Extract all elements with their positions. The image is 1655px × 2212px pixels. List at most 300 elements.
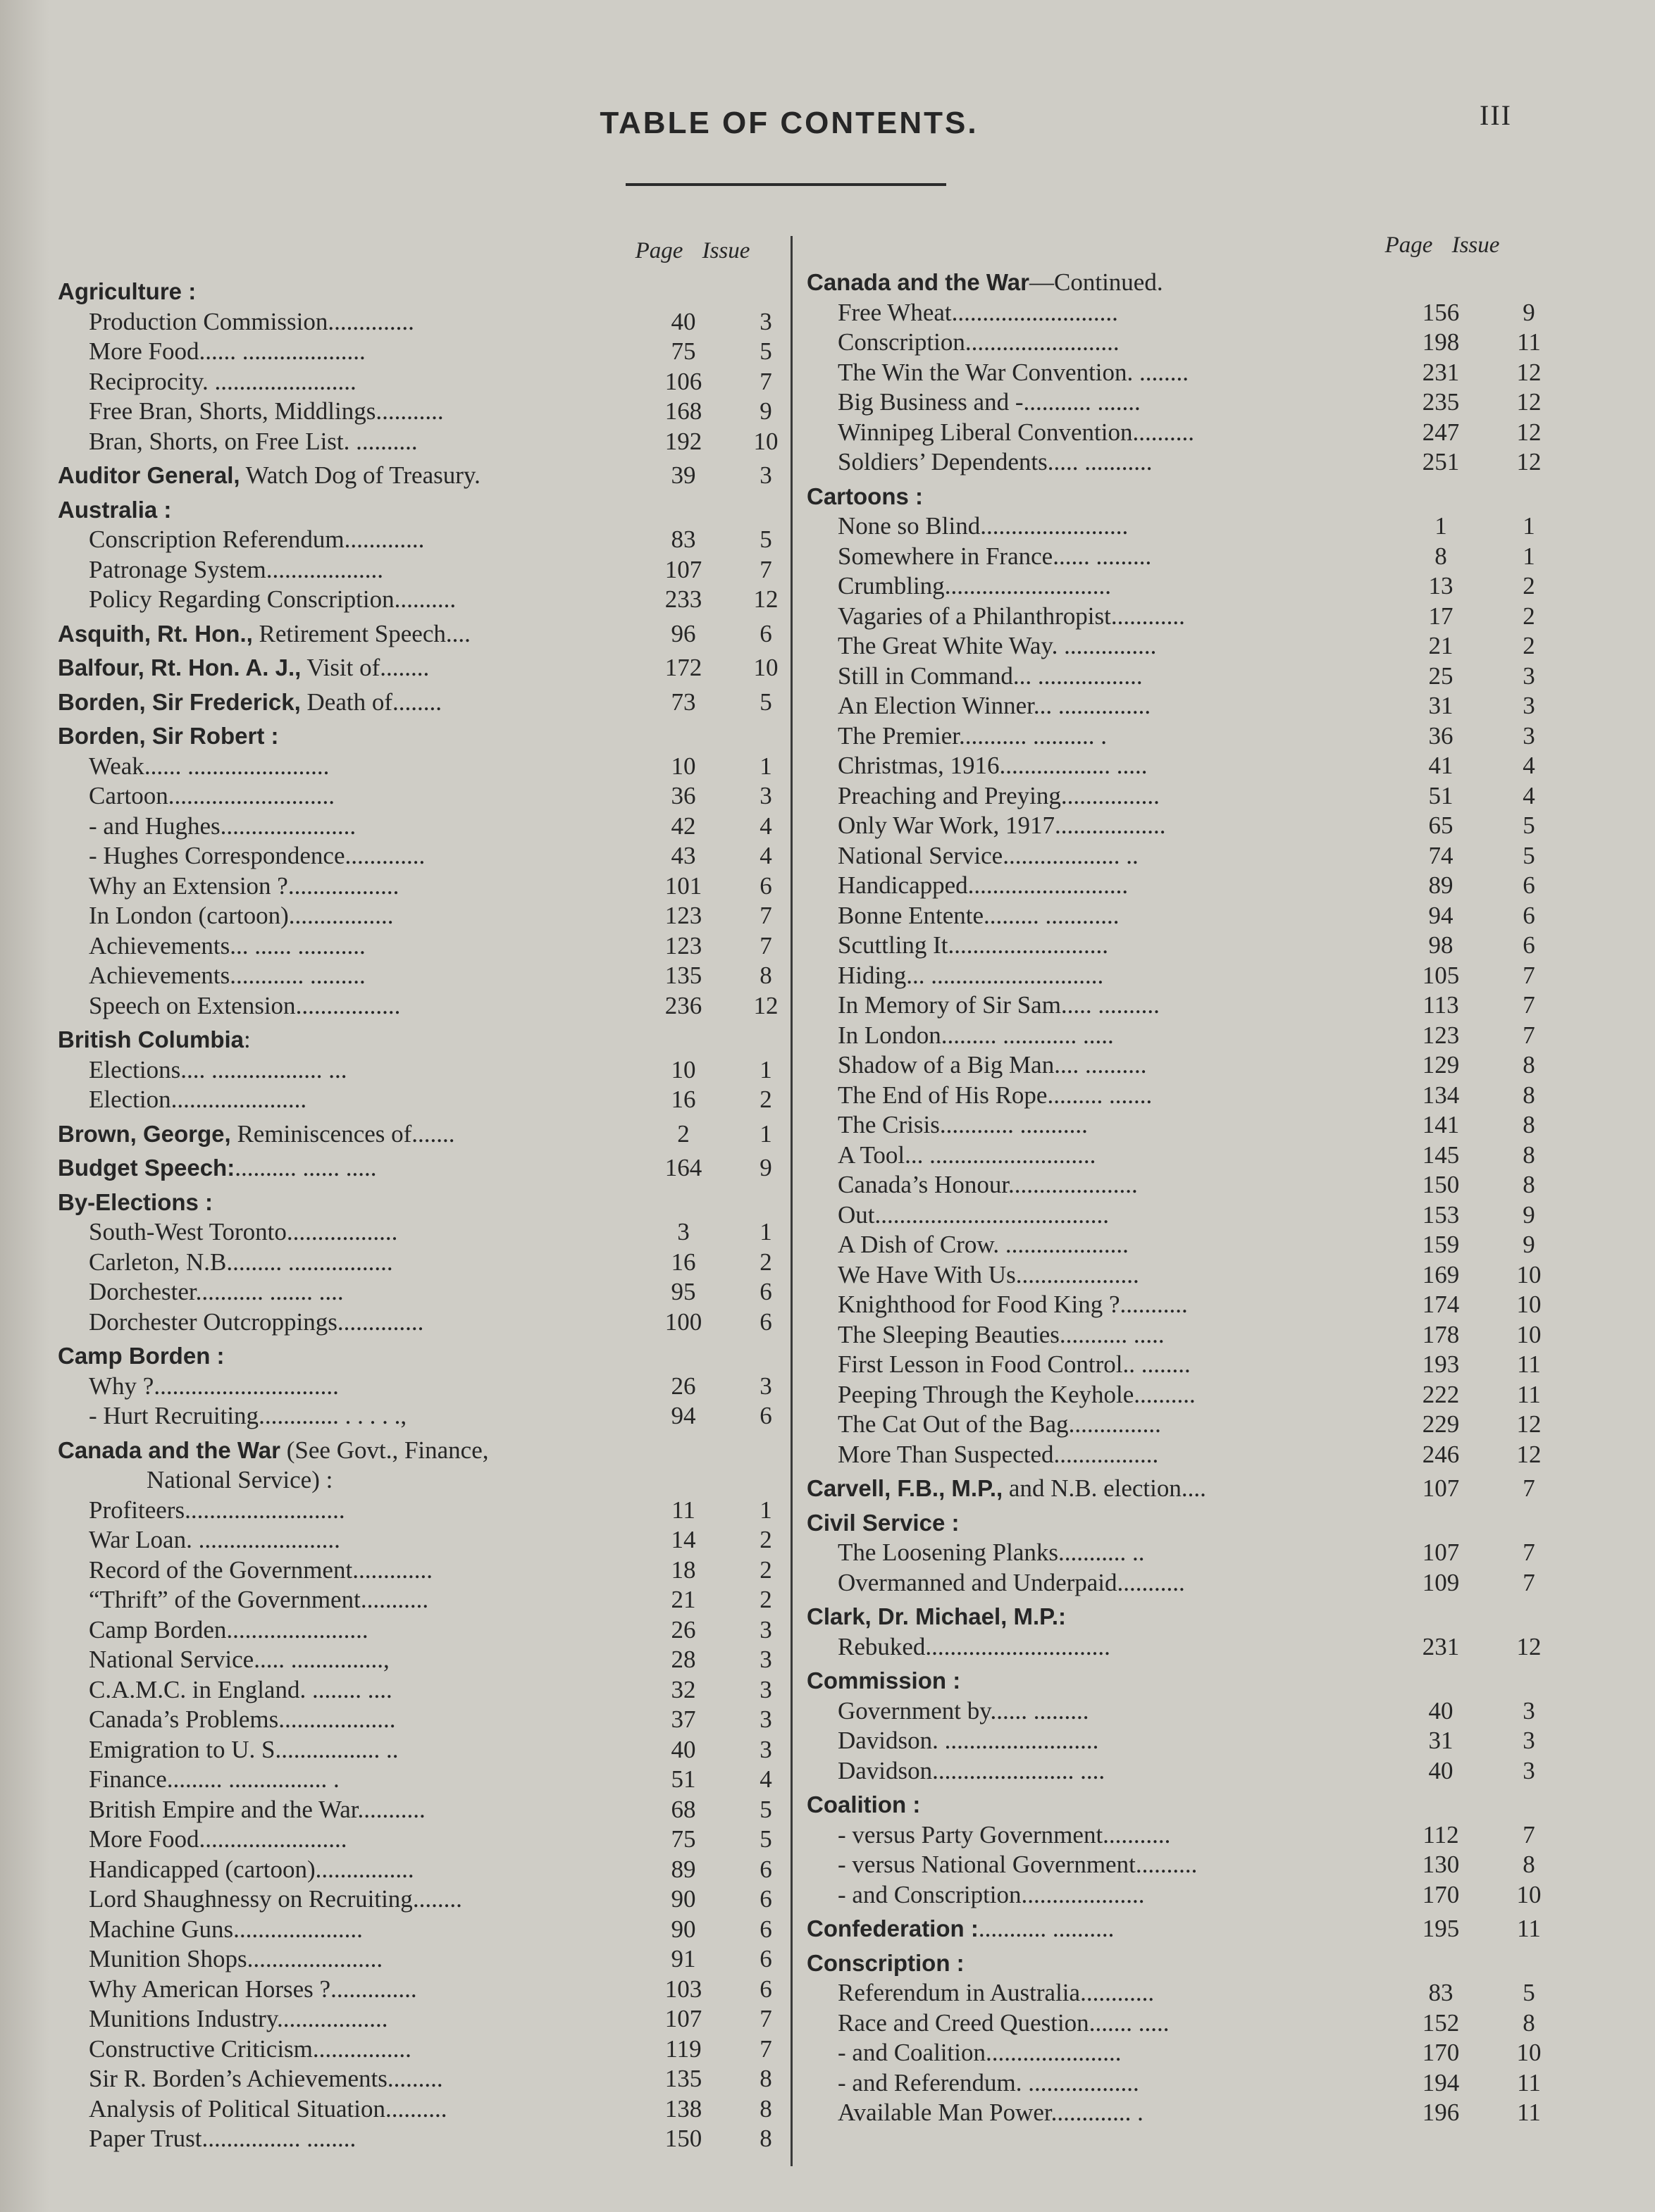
entry-label: Balfour, Rt. Hon. A. J., [58, 654, 302, 681]
toc-entry [807, 661, 1554, 692]
leader-dots: ......... [387, 2065, 443, 2092]
leader-dots: ........................ [199, 1825, 347, 1853]
toc-entry [58, 1645, 783, 1675]
entry-issue: 10 [1516, 1880, 1542, 1908]
entry-page: 18 [671, 1555, 696, 1584]
leader-dots: ..... ..............., [254, 1646, 390, 1673]
entry-label: Only War Work, 1917 [838, 812, 1055, 839]
entry-title [89, 1855, 414, 1885]
entry-label: Profiteers [89, 1496, 185, 1524]
entry-label: Elections [89, 1055, 181, 1083]
leader-dots: . .......... [343, 427, 418, 455]
entry-label: Cartoons : [807, 483, 923, 509]
entry-title [89, 1645, 390, 1675]
entry-title [58, 619, 471, 650]
toc-entry [58, 1248, 783, 1278]
entry-issue: 6 [760, 1307, 772, 1336]
entry-label: None so Blind [838, 512, 981, 540]
entry-label: “Thrift” of the Government [89, 1586, 361, 1613]
leader-dots: ...................... [220, 812, 357, 840]
entry-title [838, 602, 1185, 632]
entry-label: Crumbling [838, 572, 945, 599]
leader-dots: ...................... [171, 1086, 307, 1113]
leader-dots: ... ........................... [905, 1141, 1096, 1169]
entry-page: 43 [671, 842, 696, 869]
entry-label: Peeping Through the Keyhole [838, 1380, 1134, 1408]
toc-entry [807, 871, 1554, 901]
entry-issue: 6 [760, 1975, 772, 2003]
entry-title [838, 1081, 1152, 1111]
entry-label: Munitions Industry [89, 2005, 278, 2032]
entry-page: 174 [1422, 1291, 1460, 1318]
entry-page: 51 [671, 1765, 696, 1793]
leader-dots: .......... [385, 2094, 447, 2123]
entry-issue: 12 [1516, 388, 1542, 416]
entry-title [838, 328, 1120, 358]
entry-label: Why ? [89, 1372, 154, 1400]
toc-entry [807, 1260, 1554, 1291]
entry-issue: 8 [1523, 1171, 1535, 1198]
toc-heading [58, 277, 783, 307]
entry-title [58, 277, 196, 307]
entry-issue: 3 [760, 1372, 772, 1400]
entry-label: Production Commission [89, 307, 328, 335]
entry-page: 156 [1422, 298, 1460, 326]
entry-title [89, 1884, 462, 1915]
entry-title [89, 961, 366, 991]
entry-page: 40 [1428, 1756, 1453, 1784]
entry-label: Carleton, N.B. [89, 1248, 233, 1276]
entry-issue: 8 [760, 2094, 772, 2123]
entry-issue: 6 [760, 871, 772, 900]
entry-label: - Hurt Recruiting [89, 1402, 259, 1429]
entry-issue: 10 [753, 654, 779, 681]
entry-label: Finance [89, 1765, 167, 1793]
page-column-label: Page [635, 238, 683, 263]
entry-subtitle: (See Govt., Finance, [280, 1436, 489, 1464]
entry-title [89, 585, 456, 615]
entry-page: 17 [1428, 602, 1453, 630]
entry-issue: 7 [1523, 1474, 1535, 1502]
entry-issue: 3 [1523, 692, 1535, 719]
entry-issue: 8 [1523, 1111, 1535, 1138]
entry-label: Winnipeg Liberal Convention [838, 418, 1133, 446]
entry-issue: 7 [1523, 1820, 1535, 1848]
entry-page: 229 [1422, 1410, 1460, 1438]
toc-entry [58, 871, 783, 902]
leader-dots: ........................... [951, 298, 1118, 326]
toc-entry [807, 1050, 1554, 1081]
leader-dots: .................. ..... [999, 752, 1148, 779]
entry-page: 65 [1428, 812, 1453, 839]
toc-heading [58, 619, 783, 650]
entry-title [838, 1850, 1197, 1880]
toc-heading [807, 268, 1554, 298]
left-column-header [626, 238, 760, 264]
entry-title [838, 2068, 1139, 2099]
entry-label: Government by [838, 1696, 991, 1725]
entry-subtitle: Watch Dog of Treasury [240, 461, 475, 489]
leader-dots: .......... [1134, 1380, 1196, 1408]
entry-title [838, 1260, 1139, 1291]
entry-issue: 3 [1523, 721, 1535, 750]
entry-title [89, 525, 424, 555]
leader-dots: ............. [352, 1555, 433, 1584]
leader-dots: ...... ......... [1053, 542, 1152, 570]
entry-label: Why American Horses ? [89, 1975, 331, 2003]
entry-page: 107 [1422, 1539, 1460, 1566]
entry-issue: 7 [760, 555, 772, 583]
entry-subtitle: : [244, 1026, 251, 1053]
entry-page: 36 [671, 782, 696, 809]
entry-title [838, 721, 1107, 752]
toc-heading [807, 1508, 1554, 1539]
toc-entry [58, 1401, 783, 1431]
entry-page: 107 [664, 555, 702, 583]
entry-page: 193 [1422, 1350, 1460, 1378]
entry-label: Handicapped (cartoon) [89, 1855, 316, 1883]
entry-issue: 10 [753, 427, 779, 455]
entry-issue: 9 [1523, 1200, 1535, 1229]
leader-dots: ........ [412, 1885, 462, 1913]
entry-page: 32 [671, 1675, 696, 1703]
entry-page: 37 [671, 1705, 696, 1733]
leader-dots: ............. [345, 842, 426, 869]
toc-entry [807, 990, 1554, 1021]
entry-label: The Win the War Convention [838, 358, 1127, 386]
entry-issue: 7 [1523, 1021, 1535, 1049]
toc-entry [807, 1696, 1554, 1727]
entry-issue: 5 [1523, 812, 1535, 839]
entry-page: 141 [1422, 1111, 1460, 1138]
leader-dots: .................. [277, 2005, 388, 2032]
toc-entry [58, 1307, 783, 1338]
entry-label: Paper Trust [89, 2125, 202, 2152]
entry-subtitle: and N.B. election [1003, 1474, 1182, 1502]
entry-label: - Hughes Correspondence [89, 842, 345, 869]
entry-title [838, 1696, 1089, 1727]
leader-dots: ........... .......... . [959, 721, 1108, 750]
entry-title [838, 571, 1111, 602]
entry-title [89, 1277, 344, 1307]
entry-label: British Empire and the War [89, 1795, 358, 1823]
entry-title [807, 1790, 920, 1820]
toc-entry [807, 1380, 1554, 1410]
entry-label: Policy Regarding Conscription [89, 585, 395, 613]
leader-dots: .............. [337, 1307, 424, 1336]
entry-issue: 5 [760, 1795, 772, 1823]
entry-title [89, 1615, 368, 1646]
entry-page: 26 [671, 1372, 696, 1400]
toc-heading [58, 1153, 783, 1183]
entry-title [89, 1944, 383, 1975]
entry-label: National Service [89, 1646, 254, 1673]
leader-dots: .......... [1135, 1851, 1198, 1878]
column-divider [791, 236, 793, 2166]
entry-title [838, 1726, 1098, 1756]
entry-issue: 5 [760, 337, 772, 365]
entry-page: 40 [671, 1735, 696, 1763]
toc-entry [807, 1410, 1554, 1440]
leader-dots: .... .......... [1054, 1051, 1147, 1079]
entry-title [838, 1350, 1191, 1380]
entry-page: 31 [1428, 1727, 1453, 1754]
leader-dots: .................. [286, 1218, 398, 1245]
leader-dots: . .................. [1015, 2068, 1139, 2096]
leader-dots: ................ ........ [202, 2125, 357, 2152]
leader-dots: ........... [1120, 1291, 1188, 1318]
toc-heading [807, 1914, 1554, 1944]
entry-label: Borden, Sir Robert : [58, 723, 279, 749]
entry-issue: 3 [760, 461, 772, 489]
entry-label: Weak [89, 752, 144, 780]
entry-page: 21 [671, 1586, 696, 1613]
toc-entry [807, 1350, 1554, 1380]
entry-issue: 10 [1516, 1291, 1542, 1318]
entry-issue: 4 [760, 812, 772, 840]
entry-title [89, 2064, 443, 2094]
entry-issue: 5 [760, 526, 772, 553]
entry-page: 150 [1422, 1171, 1460, 1198]
toc-entry [58, 1085, 783, 1115]
leader-dots: .............................. [154, 1372, 339, 1400]
entry-title [89, 1675, 392, 1705]
entry-page: 251 [1422, 448, 1460, 476]
entry-title [58, 688, 442, 718]
entry-label: - versus National Government [838, 1851, 1136, 1878]
entry-issue: 7 [1523, 1568, 1535, 1596]
leader-dots: ..... ........... [1047, 448, 1153, 476]
leader-dots: ........... [376, 397, 444, 425]
entry-label: Bonne Entente [838, 901, 984, 929]
entry-title [838, 1632, 1110, 1663]
leader-dots: ....................... [226, 1615, 368, 1644]
toc-entry [807, 931, 1554, 961]
leader-dots: ................. [288, 902, 394, 929]
entry-label: Dorchester [89, 1278, 196, 1305]
entry-issue: 7 [760, 2034, 772, 2063]
entry-title [838, 1170, 1138, 1200]
leader-dots: ................... .. [1003, 841, 1139, 869]
entry-label: Canada’s Honour [838, 1171, 1009, 1198]
entry-page: 164 [664, 1154, 702, 1181]
entry-issue: 11 [1517, 2099, 1541, 2126]
entry-label: Clark, Dr. Michael, M.P.: [807, 1603, 1067, 1629]
toc-entry [58, 1496, 783, 1526]
entry-page: 107 [1422, 1474, 1460, 1502]
entry-title [147, 1465, 333, 1496]
entry-page: 198 [1422, 328, 1460, 356]
entry-title [89, 2094, 447, 2125]
entry-title [838, 691, 1151, 721]
entry-page: 39 [671, 461, 696, 489]
entry-title [89, 1525, 340, 1555]
entry-label: In Memory of Sir Sam [838, 991, 1061, 1019]
toc-entry [58, 427, 783, 457]
leader-dots: .................. [287, 871, 399, 900]
entry-label: Budget Speech: [58, 1155, 235, 1181]
entry-label: Overmanned and Underpaid [838, 1568, 1117, 1596]
entry-label: National Service [838, 841, 1003, 869]
entry-title [838, 1110, 1088, 1141]
entry-label: - and Hughes [89, 812, 221, 840]
leader-dots: . ....................... [202, 367, 357, 395]
entry-title [89, 1795, 426, 1825]
entry-page: 10 [671, 752, 696, 780]
toc-entry [807, 1200, 1554, 1231]
entry-label: Davidson [838, 1756, 933, 1784]
leader-dots: ......... ....... [1047, 1081, 1153, 1109]
entry-page: 25 [1428, 661, 1453, 690]
leader-dots: ................. [1053, 1440, 1159, 1468]
entry-issue: 8 [760, 962, 772, 989]
entry-label: Knighthood for Food King ? [838, 1291, 1120, 1318]
entry-issue: 8 [1523, 1081, 1535, 1109]
entry-title [89, 307, 414, 337]
entry-label: More Food [89, 337, 199, 365]
entry-page: 130 [1422, 1851, 1460, 1878]
entry-label: Achievements [89, 931, 230, 959]
entry-page: 41 [1428, 752, 1453, 779]
issue-column-label: Issue [702, 238, 750, 263]
toc-heading [807, 1790, 1554, 1820]
entry-page: 95 [671, 1278, 696, 1305]
toc-entry [807, 1726, 1554, 1756]
entry-page: 14 [671, 1526, 696, 1553]
entry-page: 16 [671, 1248, 696, 1276]
entry-issue: 3 [760, 782, 772, 809]
entry-label: First Lesson in Food Control [838, 1350, 1123, 1378]
entry-title [838, 1410, 1161, 1440]
entry-page: 178 [1422, 1320, 1460, 1348]
entry-issue: 3 [760, 1615, 772, 1644]
entry-issue: 12 [1516, 1410, 1542, 1438]
leader-dots: ......... ................ . [166, 1765, 340, 1793]
entry-title [838, 990, 1160, 1021]
leader-dots: ................ [315, 1855, 414, 1883]
entry-page: 91 [671, 1945, 696, 1972]
entry-label: Available Man Power [838, 2099, 1051, 2126]
toc-entry [807, 1440, 1554, 1470]
entry-label: Out [838, 1200, 875, 1229]
leader-dots: . ......................... [932, 1727, 1099, 1754]
entry-title [89, 871, 399, 902]
entry-title [838, 542, 1151, 572]
leader-dots: ............. [344, 526, 425, 553]
toc-entry [807, 841, 1554, 871]
entry-label: The End of His Rope [838, 1081, 1048, 1109]
entry-page: 89 [1428, 871, 1453, 899]
entry-title [89, 841, 425, 871]
entry-issue: 7 [760, 931, 772, 959]
entry-title [838, 1200, 1109, 1231]
entry-title [89, 781, 335, 812]
entry-title [838, 1880, 1145, 1910]
leader-dots: . [474, 461, 481, 489]
entry-label: Scuttling It [838, 931, 948, 959]
entry-page: 246 [1422, 1440, 1460, 1468]
toc-entry [58, 1795, 783, 1825]
entry-label: Lord Shaughnessy on Recruiting [89, 1885, 413, 1913]
leader-dots: .............. [330, 1975, 417, 2003]
entry-issue: 5 [1523, 1979, 1535, 2006]
entry-title [89, 1915, 363, 1945]
entry-issue: 1 [760, 1119, 772, 1148]
toc-entry [807, 1880, 1554, 1910]
entry-label: More Than Suspected [838, 1440, 1054, 1468]
entry-issue: 4 [1523, 752, 1535, 779]
entry-title [838, 1230, 1129, 1260]
entry-issue: 2 [1523, 572, 1535, 599]
entry-label: An Election Winner [838, 692, 1034, 719]
leader-dots: ....................... .... [932, 1756, 1105, 1784]
left-column [58, 277, 783, 2154]
leader-dots: ................ [312, 2034, 411, 2063]
leader-dots: ........... .......... [978, 1915, 1115, 1942]
toc-entry [58, 337, 783, 367]
entry-title [89, 555, 383, 585]
entry-title [89, 397, 444, 427]
leader-dots: ................... [278, 1705, 396, 1733]
entry-page: 112 [1422, 1820, 1459, 1848]
toc-entry [58, 841, 783, 871]
entry-label: Referendum in Australia [838, 1979, 1081, 2006]
entry-label: Civil Service : [807, 1509, 960, 1536]
entry-issue: 2 [1523, 602, 1535, 630]
entry-page: 90 [671, 1915, 696, 1943]
entry-issue: 3 [1523, 1756, 1535, 1784]
toc-entry [807, 1290, 1554, 1320]
entry-title [807, 1602, 1066, 1632]
leader-dots: ..................... [233, 1915, 363, 1943]
leader-dots: . ............... [1051, 632, 1157, 659]
entry-page: 21 [1428, 632, 1453, 659]
entry-label: Sir R. Borden’s Achievements [89, 2065, 388, 2092]
entry-title [838, 1538, 1145, 1568]
entry-title [89, 901, 394, 931]
entry-page: 153 [1422, 1200, 1460, 1229]
entry-title [89, 1555, 433, 1586]
entry-label: Conscription : [807, 1949, 965, 1976]
toc-entry [58, 1705, 783, 1735]
toc-entry [58, 961, 783, 991]
entry-subtitle: Retirement Speech [252, 619, 446, 647]
entry-issue: 11 [1517, 1915, 1541, 1942]
entry-label: A Tool [838, 1141, 905, 1169]
entry-title [58, 1119, 455, 1150]
entry-issue: 3 [760, 1705, 772, 1733]
entry-page: 109 [1422, 1568, 1460, 1596]
toc-entry [58, 307, 783, 337]
entry-title [89, 752, 329, 782]
entry-issue: 12 [1516, 1440, 1542, 1468]
entry-issue: 12 [1516, 1632, 1542, 1660]
toc-entry [807, 602, 1554, 632]
leader-dots: ............... [1068, 1410, 1161, 1438]
entry-page: 123 [1422, 1021, 1460, 1049]
entry-issue: 5 [760, 1825, 772, 1853]
entry-page: 28 [671, 1646, 696, 1673]
entry-label: Handicapped [838, 871, 968, 899]
leader-dots: ........................... [944, 572, 1111, 599]
entry-title [89, 1307, 423, 1338]
page-number: III [1480, 99, 1512, 131]
entry-label: Achievements [89, 962, 230, 989]
entry-label: - versus Party Government [838, 1820, 1103, 1848]
entry-label: Somewhere in France [838, 542, 1053, 570]
entry-page: 236 [664, 991, 702, 1019]
toc-entry [58, 931, 783, 962]
